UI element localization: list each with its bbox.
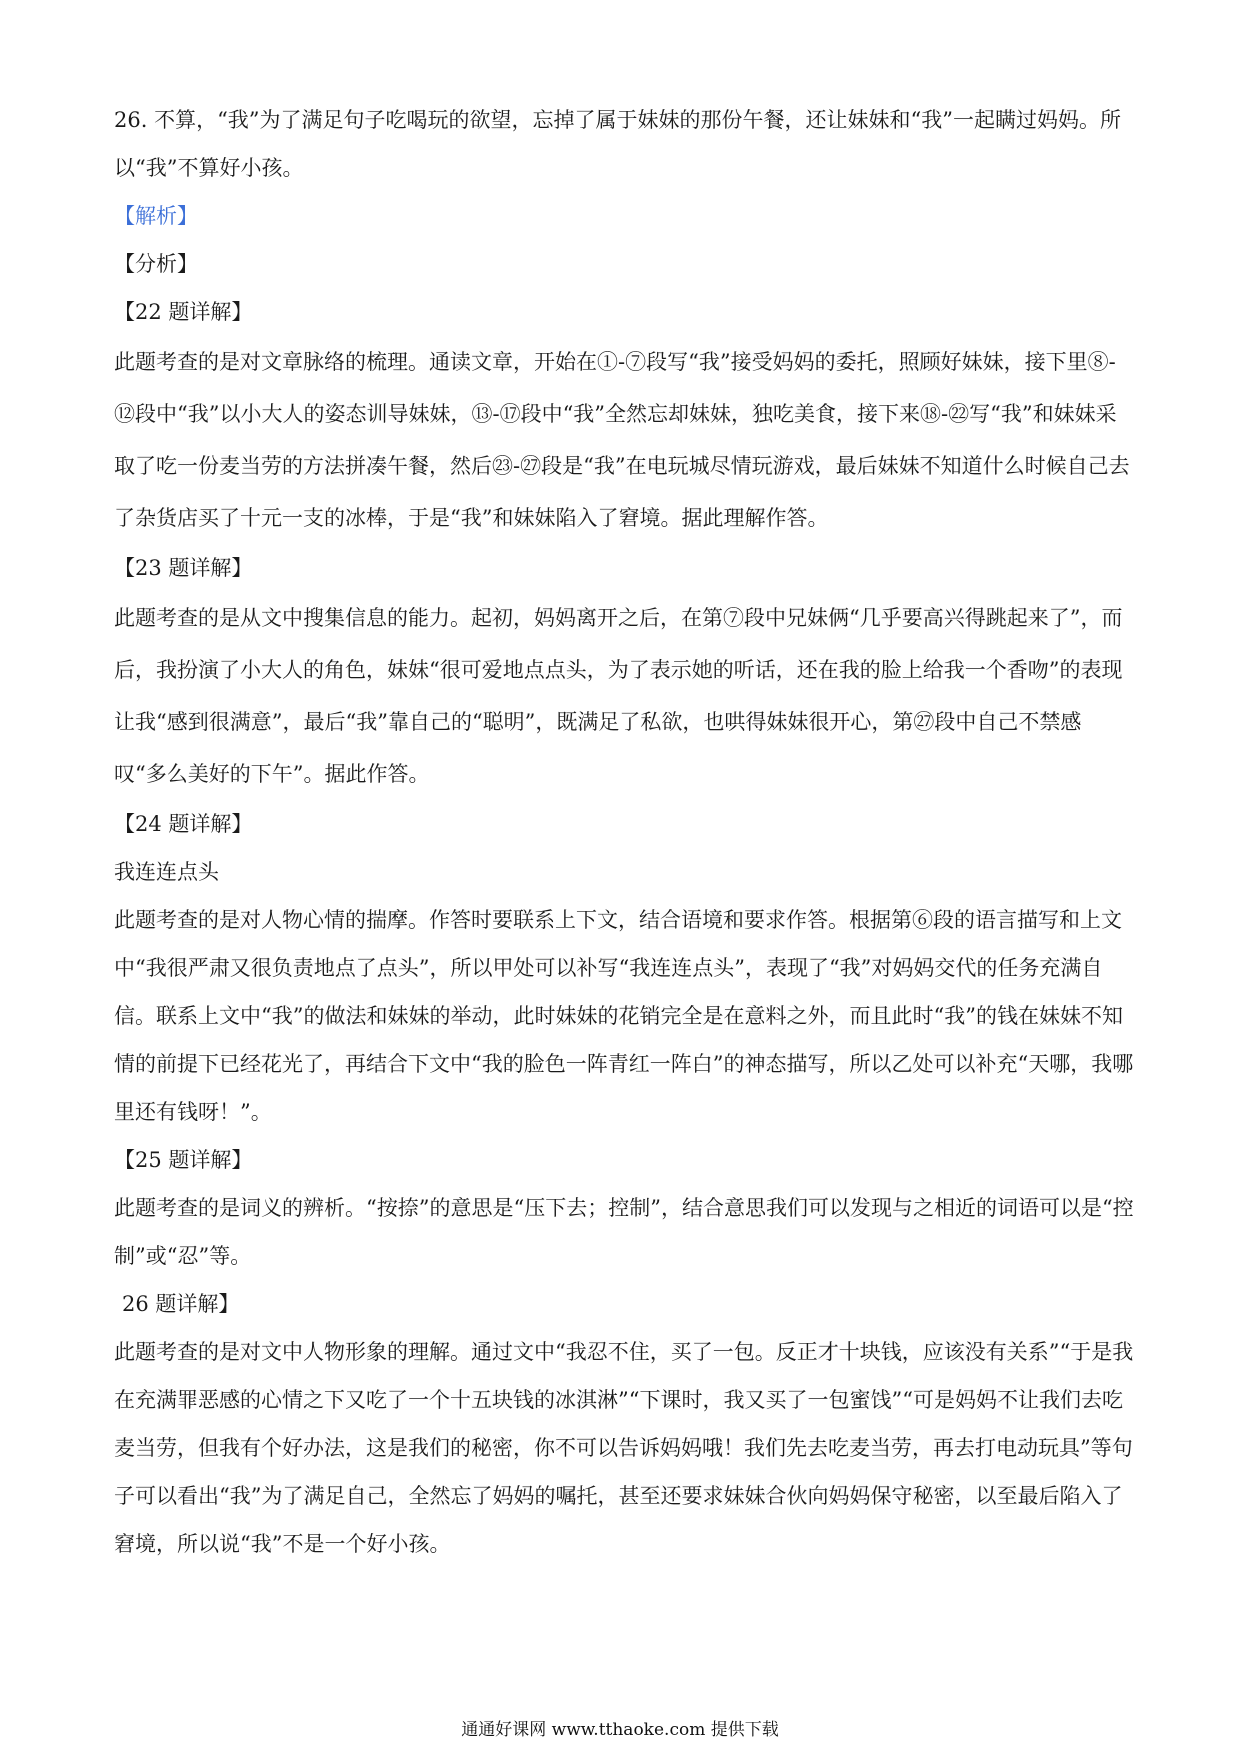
q24-explanation: 此题考查的是对人物心情的揣摩。作答时要联系上下文，结合语境和要求作答。根据第⑥段的语言描写和上文中“我很严肃又很负责地点了点头”，所以甲处可以补写“我连连点头”，表现了“我”对妈妈交代的任务充满自信。联系上文中“我”的做法和妹妹的举动，此时妹妹的花销完全是在意料之外，而且此时“我”的钱在妹妹不知情的前提下已经花光了，再结合下文中“我的脸色一阵青红一阵白”的神态描写，所以乙处可以补充“天哪，我哪里还有钱呀！”。 bbox=[114, 908, 1134, 1124]
analysis-heading: 【解析】 bbox=[114, 204, 198, 228]
q23-explanation: 此题考查的是从文中搜集信息的能力。起初，妈妈离开之后，在第⑦段中兄妹俩“几乎要高兴得跳起来了”，而后，我扮演了小大人的角色，妹妹“很可爱地点点头，为了表示她的听话，还在我的脸上给我一个香吻”的表现让我“感到很满意”，最后“我”靠自己的“聪明”，既满足了私欲，也哄得妹妹很开心，第㉗段中自己不禁感叹“多么美好的下午”。据此作答。 bbox=[114, 606, 1123, 786]
q22-heading: 【22 题详解】 bbox=[114, 300, 253, 324]
page-footer: 通通好课网 www.tthaoke.com 提供下载 bbox=[461, 1720, 779, 1740]
answer-26: 26. 不算，“我”为了满足句子吃喝玩的欲望，忘掉了属于妹妹的那份午餐，还让妹妹和“我”一起瞒过妈妈。所以“我”不算好小孩。 bbox=[114, 108, 1122, 180]
q26-explanation: 此题考查的是对文中人物形象的理解。通过文中“我忍不住，买了一包。反正才十块钱，应该没有关系”“于是我在充满罪恶感的心情之下又吃了一个十五块钱的冰淇淋”“下课时，我又买了一包蜜饯”“可是妈妈不让我们去吃麦当劳，但我有个好办法，这是我们的秘密，你不可以告诉妈妈哦！我们先去吃麦当劳，再去打电动玩具”等句子可以看出“我”为了满足自己，全然忘了妈妈的嘱托，甚至还要求妹妹合伙向妈妈保守秘密，以至最后陷入了窘境，所以说“我”不是一个好小孩。 bbox=[114, 1340, 1134, 1556]
q23-heading: 【23 题详解】 bbox=[114, 556, 253, 580]
q26-heading: 26 题详解】 bbox=[122, 1292, 240, 1316]
q22-explanation: 此题考查的是对文章脉络的梳理。通读文章，开始在①-⑦段写“我”接受妈妈的委托，照顾好妹妹，接下里⑧-⑫段中“我”以小大人的姿态训导妹妹，⑬-⑰段中“我”全然忘却妹妹，独吃美食，接下来⑱-㉒写“我”和妹妹采取了吃一份麦当劳的方法拼凑午餐，然后㉓-㉗段是“我”在电玩城尽情玩游戏，最后妹妹不知道什么时候自己去了杂货店买了十元一支的冰棒，于是“我”和妹妹陷入了窘境。据此理解作答。 bbox=[114, 350, 1130, 530]
breakdown-heading: 【分析】 bbox=[114, 252, 198, 276]
q25-heading: 【25 题详解】 bbox=[114, 1148, 253, 1172]
q24-answer: 我连连点头 bbox=[114, 860, 219, 884]
q24-heading: 【24 题详解】 bbox=[114, 812, 253, 836]
document-body bbox=[114, 96, 1134, 1568]
q25-explanation: 此题考查的是词义的辨析。“按捺”的意思是“压下去；控制”，结合意思我们可以发现与之相近的词语可以是“控制”或“忍”等。 bbox=[114, 1196, 1134, 1268]
